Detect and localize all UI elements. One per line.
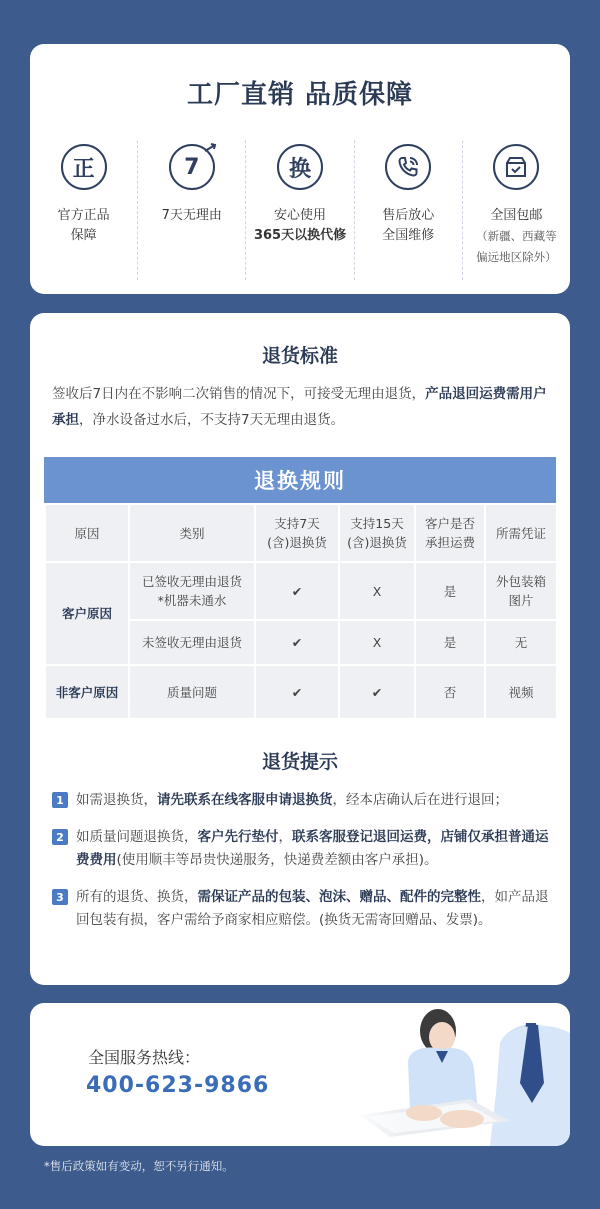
customer-service-agents-illustration xyxy=(350,1003,570,1146)
number-badge: 2 xyxy=(52,829,68,845)
table-row xyxy=(46,563,556,619)
column-header: 类别 xyxy=(130,505,254,561)
category-cell: 已签收无理由退货 *机器未通水 xyxy=(130,563,254,619)
check-icon: ✔ xyxy=(256,563,338,619)
feature-list xyxy=(30,140,570,280)
number-badge: 3 xyxy=(52,889,68,905)
return-tips-title: 退货提示 xyxy=(261,751,338,773)
return-standard-title: 退货标准 xyxy=(261,345,338,367)
cross-cell: X xyxy=(340,621,414,664)
proof-cell: 视频 xyxy=(486,666,556,718)
hotline-card xyxy=(30,1003,570,1146)
check-icon: ✔ xyxy=(256,666,338,718)
feature-sublabel: 保障 xyxy=(70,228,97,243)
return-standard-text: 签收后7日内在不影响二次销售的情况下，可接受无理由退货，产品退回运费需用户承担，净水设备过水后，不支持7天无理由退货。 xyxy=(52,386,547,428)
return-policy-card xyxy=(30,313,570,985)
feature-sublabel: 365天以换代修 xyxy=(253,228,347,243)
proof-cell: 无 xyxy=(486,621,556,664)
fee-cell: 否 xyxy=(416,666,484,718)
cross-cell: X xyxy=(340,563,414,619)
reason-noncustomer: 非客户原因 xyxy=(46,666,128,718)
list-item: 1 如需退换货，请先联系在线客服申请退换货，经本店确认后在进行退回； xyxy=(52,789,550,812)
return-tips-list xyxy=(52,789,550,946)
feature-exchange xyxy=(245,140,353,280)
column-header: 所需凭证 xyxy=(486,505,556,561)
feature-sublabel: （新疆、西藏等 xyxy=(476,229,557,243)
feature-7day xyxy=(137,140,245,280)
return-rules-title: 退换规则 xyxy=(44,457,556,503)
zheng-badge-icon: 正 xyxy=(61,144,107,190)
reason-customer: 客户原因 xyxy=(46,563,128,664)
fee-cell: 是 xyxy=(416,621,484,664)
category-cell: 未签收无理由退货 xyxy=(130,621,254,664)
column-header: 支持15天 (含)退换货 xyxy=(340,505,414,561)
column-header: 支持7天 (含)退换货 xyxy=(256,505,338,561)
return-rules-table xyxy=(44,457,556,720)
feature-label: 7天无理由 xyxy=(161,208,222,223)
number-badge: 1 xyxy=(52,792,68,808)
feature-sublabel-2: 偏远地区除外） xyxy=(476,250,557,264)
shipping-box-icon xyxy=(493,144,539,190)
table-row xyxy=(46,666,556,718)
list-item: 3 所有的退货、换货，需保证产品的包装、泡沫、赠品、配件的完整性，如产品退回包装有损，客户需给予商家相应赔偿。(换货无需寄回赠品、发票)。 xyxy=(52,886,550,932)
feature-shipping xyxy=(462,140,570,280)
category-cell: 质量问题 xyxy=(130,666,254,718)
hotline-label: 全国服务热线： xyxy=(88,1048,201,1067)
column-header: 客户是否 承担运费 xyxy=(416,505,484,561)
feature-label: 售后放心 xyxy=(382,208,435,223)
check-icon: ✔ xyxy=(340,666,414,718)
feature-authentic xyxy=(30,140,137,280)
guarantee-card xyxy=(30,44,570,294)
list-item: 2 如质量问题退换货，客户先行垫付，联系客服登记退回运费，店铺仅承担普通运费费用(使用顺丰等昂贵快递服务，快递费差额由客户承担)。 xyxy=(52,826,550,872)
hotline-number[interactable]: 400-623-9866 xyxy=(86,1073,270,1098)
exchange-icon: 换 xyxy=(277,144,323,190)
phone-service-icon xyxy=(385,144,431,190)
feature-sublabel: 全国维修 xyxy=(382,228,435,243)
check-icon: ✔ xyxy=(256,621,338,664)
feature-label: 官方正品 xyxy=(57,208,110,223)
feature-repair xyxy=(354,140,462,280)
policy-footnote: *售后政策如有变动，恕不另行通知。 xyxy=(44,1159,234,1173)
proof-cell: 外包装箱 图片 xyxy=(486,563,556,619)
guarantee-title: 工厂直销 品质保障 xyxy=(186,80,414,110)
column-header: 原因 xyxy=(46,505,128,561)
fee-cell: 是 xyxy=(416,563,484,619)
feature-label: 安心使用 xyxy=(274,208,327,223)
feature-label: 全国包邮 xyxy=(490,208,543,223)
seven-day-icon: 7 xyxy=(169,144,215,190)
table-header-row xyxy=(46,505,556,561)
